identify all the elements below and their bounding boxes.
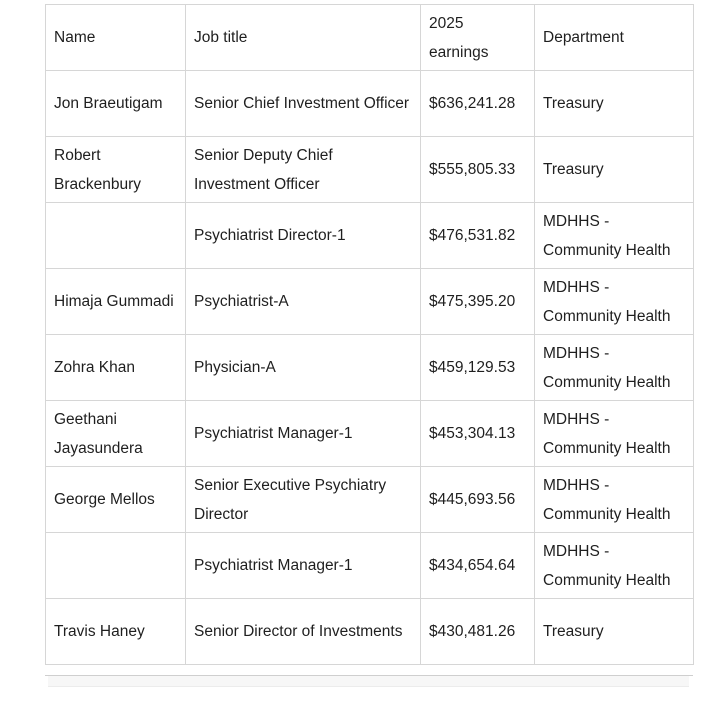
cell-earnings: $430,481.26 [421,599,535,665]
cell-job-title: Senior Director of Investments [186,599,421,665]
cell-earnings: $453,304.13 [421,401,535,467]
cell-earnings: $555,805.33 [421,137,535,203]
header-department: Department [535,5,694,71]
cell-earnings: $636,241.28 [421,71,535,137]
cell-job-title: Psychiatrist Manager-1 [186,533,421,599]
cell-job-title: Psychiatrist Director-1 [186,203,421,269]
cell-job-title: Psychiatrist Manager-1 [186,401,421,467]
cell-earnings: $459,129.53 [421,335,535,401]
cell-name [46,533,186,599]
cell-department: Treasury [535,599,694,665]
cell-name: George Mellos [46,467,186,533]
cell-department: MDHHS - Community Health [535,533,694,599]
table-row [46,533,694,599]
cell-department: MDHHS - Community Health [535,203,694,269]
cell-department: MDHHS - Community Health [535,335,694,401]
horizontal-scrollbar[interactable] [48,676,689,687]
cell-name: Jon Braeutigam [46,71,186,137]
table-row [46,269,694,335]
header-job-title: Job title [186,5,421,71]
cell-name: Zohra Khan [46,335,186,401]
cell-job-title: Physician-A [186,335,421,401]
cell-job-title: Senior Deputy Chief Investment Officer [186,137,421,203]
cell-earnings: $434,654.64 [421,533,535,599]
cell-name: Geethani Jayasundera [46,401,186,467]
cell-name: Himaja Gummadi [46,269,186,335]
table-row [46,467,694,533]
cell-department: MDHHS - Community Health [535,401,694,467]
header-name: Name [46,5,186,71]
cell-job-title: Senior Executive Psychiatry Director [186,467,421,533]
cell-job-title: Psychiatrist-A [186,269,421,335]
cell-name: Travis Haney [46,599,186,665]
table-row [46,203,694,269]
cell-department: MDHHS - Community Health [535,269,694,335]
table-header-row [46,5,694,71]
cell-earnings: $445,693.56 [421,467,535,533]
cell-name: Robert Brackenbury [46,137,186,203]
table-row [46,401,694,467]
cell-job-title: Senior Chief Investment Officer [186,71,421,137]
table-row [46,335,694,401]
cell-earnings: $475,395.20 [421,269,535,335]
table-row [46,137,694,203]
earnings-table [45,4,694,665]
cell-earnings: $476,531.82 [421,203,535,269]
cell-department: Treasury [535,137,694,203]
header-earnings: 2025 earnings [421,5,535,71]
cell-name [46,203,186,269]
table-row [46,71,694,137]
cell-department: MDHHS - Community Health [535,467,694,533]
table-row [46,599,694,665]
earnings-table-container [45,4,693,665]
cell-department: Treasury [535,71,694,137]
